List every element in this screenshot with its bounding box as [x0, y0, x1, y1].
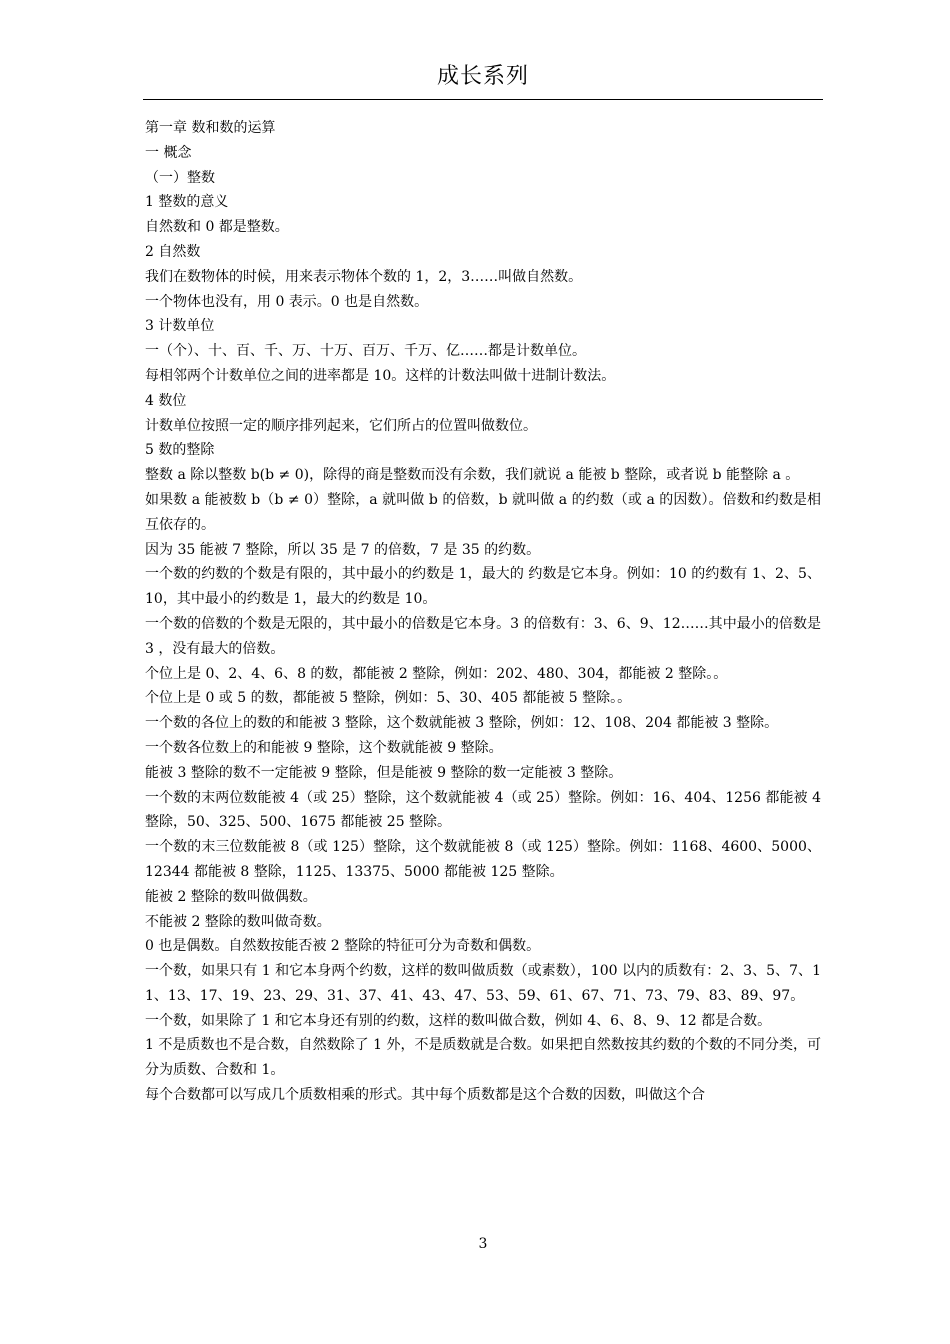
- topic-heading: 2 自然数: [145, 243, 201, 260]
- subsection-heading: （一）整数: [145, 169, 215, 186]
- paragraph: 一个数的末三位数能被 8（或 125）整除，这个数就能被 8（或 125）整除。例如：1168、4600、5000、12344 都能被 8 整除，1125、13375、5000 都能被 125 整除。: [145, 839, 821, 880]
- header-rule: [143, 99, 823, 100]
- paragraph: 因为 35 能被 7 整除，所以 35 是 7 的倍数，7 是 35 的约数。: [145, 541, 541, 558]
- topic-heading: 5 数的整除: [145, 442, 215, 459]
- paragraph: 一个数的约数的个数是有限的，其中最小的约数是 1，最大的 约数是它本身。例如：10 的约数有 1、2、5、10，其中最小的约数是 1，最大的约数是 10。: [145, 566, 821, 608]
- paragraph: 一个数各位数上的和能被 9 整除，这个数就能被 9 整除。: [145, 739, 503, 756]
- paragraph: 一个数，如果除了 1 和它本身还有别的约数，这样的数叫做合数，例如 4、6、8、9、12 都是合数。: [145, 1012, 772, 1029]
- paragraph: 能被 3 整除的数不一定能被 9 整除，但是能被 9 整除的数一定能被 3 整除。: [145, 764, 623, 781]
- topic-heading: 4 数位: [145, 392, 187, 409]
- page-number: 3: [478, 1236, 488, 1252]
- paragraph: 一个数的末两位数能被 4（或 25）整除，这个数就能被 4（或 25）整除。例如：16、404、1256 都能被 4 整除，50、325、500、1675 都能被 25 整除。: [145, 789, 821, 831]
- paragraph: 不能被 2 整除的数叫做奇数。: [145, 913, 331, 930]
- paragraph: 个位上是 0、2、4、6、8 的数，都能被 2 整除，例如：202、480、304，都能被 2 整除。。: [145, 665, 728, 682]
- chapter-heading: 第一章 数和数的运算: [145, 120, 276, 136]
- paragraph: 一个数，如果只有 1 和它本身两个约数，这样的数叫做质数（或素数），100 以内的质数有：2、3、5、7、11、13、17、19、23、29、31、37、41、43、47、53、59、61、67、71、73、79、83、89、97。: [145, 963, 821, 1004]
- paragraph: 自然数和 0 都是整数。: [145, 219, 289, 236]
- paragraph: 我们在数物体的时候，用来表示物体个数的 1，2，3……叫做自然数。: [145, 268, 583, 285]
- page-header-title: 成长系列: [436, 64, 529, 89]
- paragraph: 0 也是偶数。自然数按能否被 2 整除的特征可分为奇数和偶数。: [145, 938, 541, 955]
- paragraph: 整数 a 除以整数 b(b ≠ 0)，除得的商是整数而没有余数，我们就说 a 能被 b 整除，或者说 b 能整除 a 。: [145, 467, 800, 484]
- paragraph: 一个物体也没有，用 0 表示。0 也是自然数。: [145, 293, 429, 310]
- topic-heading: 1 整数的意义: [145, 194, 229, 211]
- paragraph: 每个合数都可以写成几个质数相乘的形式。其中每个质数都是这个合数的因数，叫做这个合: [145, 1087, 705, 1104]
- topic-heading: 3 计数单位: [145, 318, 215, 335]
- paragraph: 每相邻两个计数单位之间的进率都是 10。这样的计数法叫做十进制计数法。: [145, 367, 616, 384]
- paragraph: 1 不是质数也不是合数，自然数除了 1 外，不是质数就是合数。如果把自然数按其约数的个数的不同分类，可分为质数、合数和 1。: [145, 1037, 821, 1079]
- paragraph: 一（个）、十、百、千、万、十万、百万、千万、亿……都是计数单位。: [145, 343, 586, 360]
- paragraph: 如果数 a 能被数 b（b ≠ 0）整除，a 就叫做 b 的倍数，b 就叫做 a 的约数（或 a 的因数）。倍数和约数是相互依存的。: [145, 491, 821, 533]
- paragraph: 能被 2 整除的数叫做偶数。: [145, 888, 317, 905]
- section-heading: 一 概念: [145, 144, 192, 161]
- paragraph: 一个数的各位上的数的和能被 3 整除，这个数就能被 3 整除，例如：12、108、204 都能被 3 整除。: [145, 715, 779, 732]
- paragraph: 计数单位按照一定的顺序排列起来，它们所占的位置叫做数位。: [145, 417, 537, 434]
- paragraph: 个位上是 0 或 5 的数，都能被 5 整除，例如：5、30、405 都能被 5 整除。。: [145, 690, 632, 707]
- document-body: [145, 116, 821, 1108]
- paragraph: 一个数的倍数的个数是无限的，其中最小的倍数是它本身。3 的倍数有：3、6、9、12……其中最小的倍数是 3 ，没有最大的倍数。: [145, 615, 821, 657]
